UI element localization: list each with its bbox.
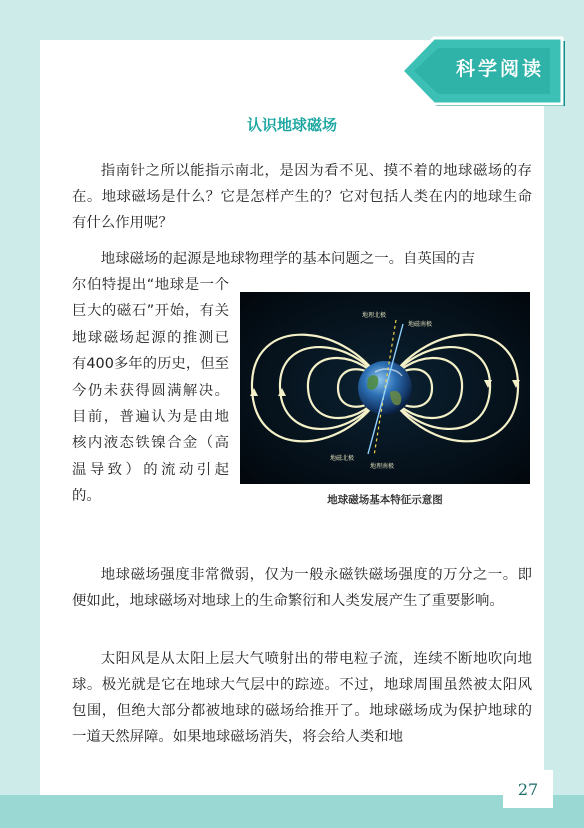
- label-geographic-north: 地理北极: [362, 312, 387, 319]
- label-geographic-south: 地理南极: [370, 463, 395, 470]
- section-banner: [400, 36, 570, 106]
- page-frame-right: [544, 40, 584, 795]
- earth-magnetic-field-figure: [240, 292, 530, 484]
- paragraph-2-wrapped: 尔伯特提出“地球是一个巨大的磁石”开始，有关地球磁场起源的推测已有400多年的历史，但至今仍未获得圆满解决。目前，普遍认为是由地核内液态铁镍合金（高温导致）的流动引起的。: [72, 277, 229, 505]
- page-frame-bottom: [0, 795, 584, 828]
- paragraph-2-intro: 地球磁场的起源是地球物理学的基本问题之一。自英国的吉: [100, 251, 475, 267]
- banner-label: 科学阅读: [455, 58, 544, 80]
- article-title: 认识地球磁场: [246, 116, 337, 134]
- page-number-badge: [503, 768, 553, 808]
- paragraph-1: 指南针之所以能指示南北，是因为看不见、摸不着的地球磁场的存在。地球磁场是什么？它是怎样产生的？它对包括人类在内的地球生命有什么作用呢？: [72, 163, 532, 231]
- figure-caption: 地球磁场基本特征示意图: [327, 494, 443, 506]
- page-number: 27: [517, 780, 539, 799]
- paragraph-4: 太阳风是从太阳上层大气喷射出的带电粒子流，连续不断地吹向地球。极光就是它在地球大气层中的踪迹。不过，地球周围虽然被太阳风包围，但绝大部分都被地球的磁场给推开了。地球磁场成为保护地球的一道天然屏障。如果地球磁场消失，将会给人类和地: [72, 651, 532, 745]
- paragraph-3: 地球磁场强度非常微弱，仅为一般永磁铁磁场强度的万分之一。即便如此，地球磁场对地球上的生命繁衍和人类发展产生了重要影响。: [72, 567, 532, 609]
- page-frame-top: [0, 0, 584, 40]
- label-magnetic-north: 地磁北极: [330, 455, 355, 462]
- page-frame-left: [0, 40, 40, 795]
- magnetic-field-diagram: [240, 292, 530, 484]
- label-magnetic-south: 地磁南极: [408, 321, 433, 328]
